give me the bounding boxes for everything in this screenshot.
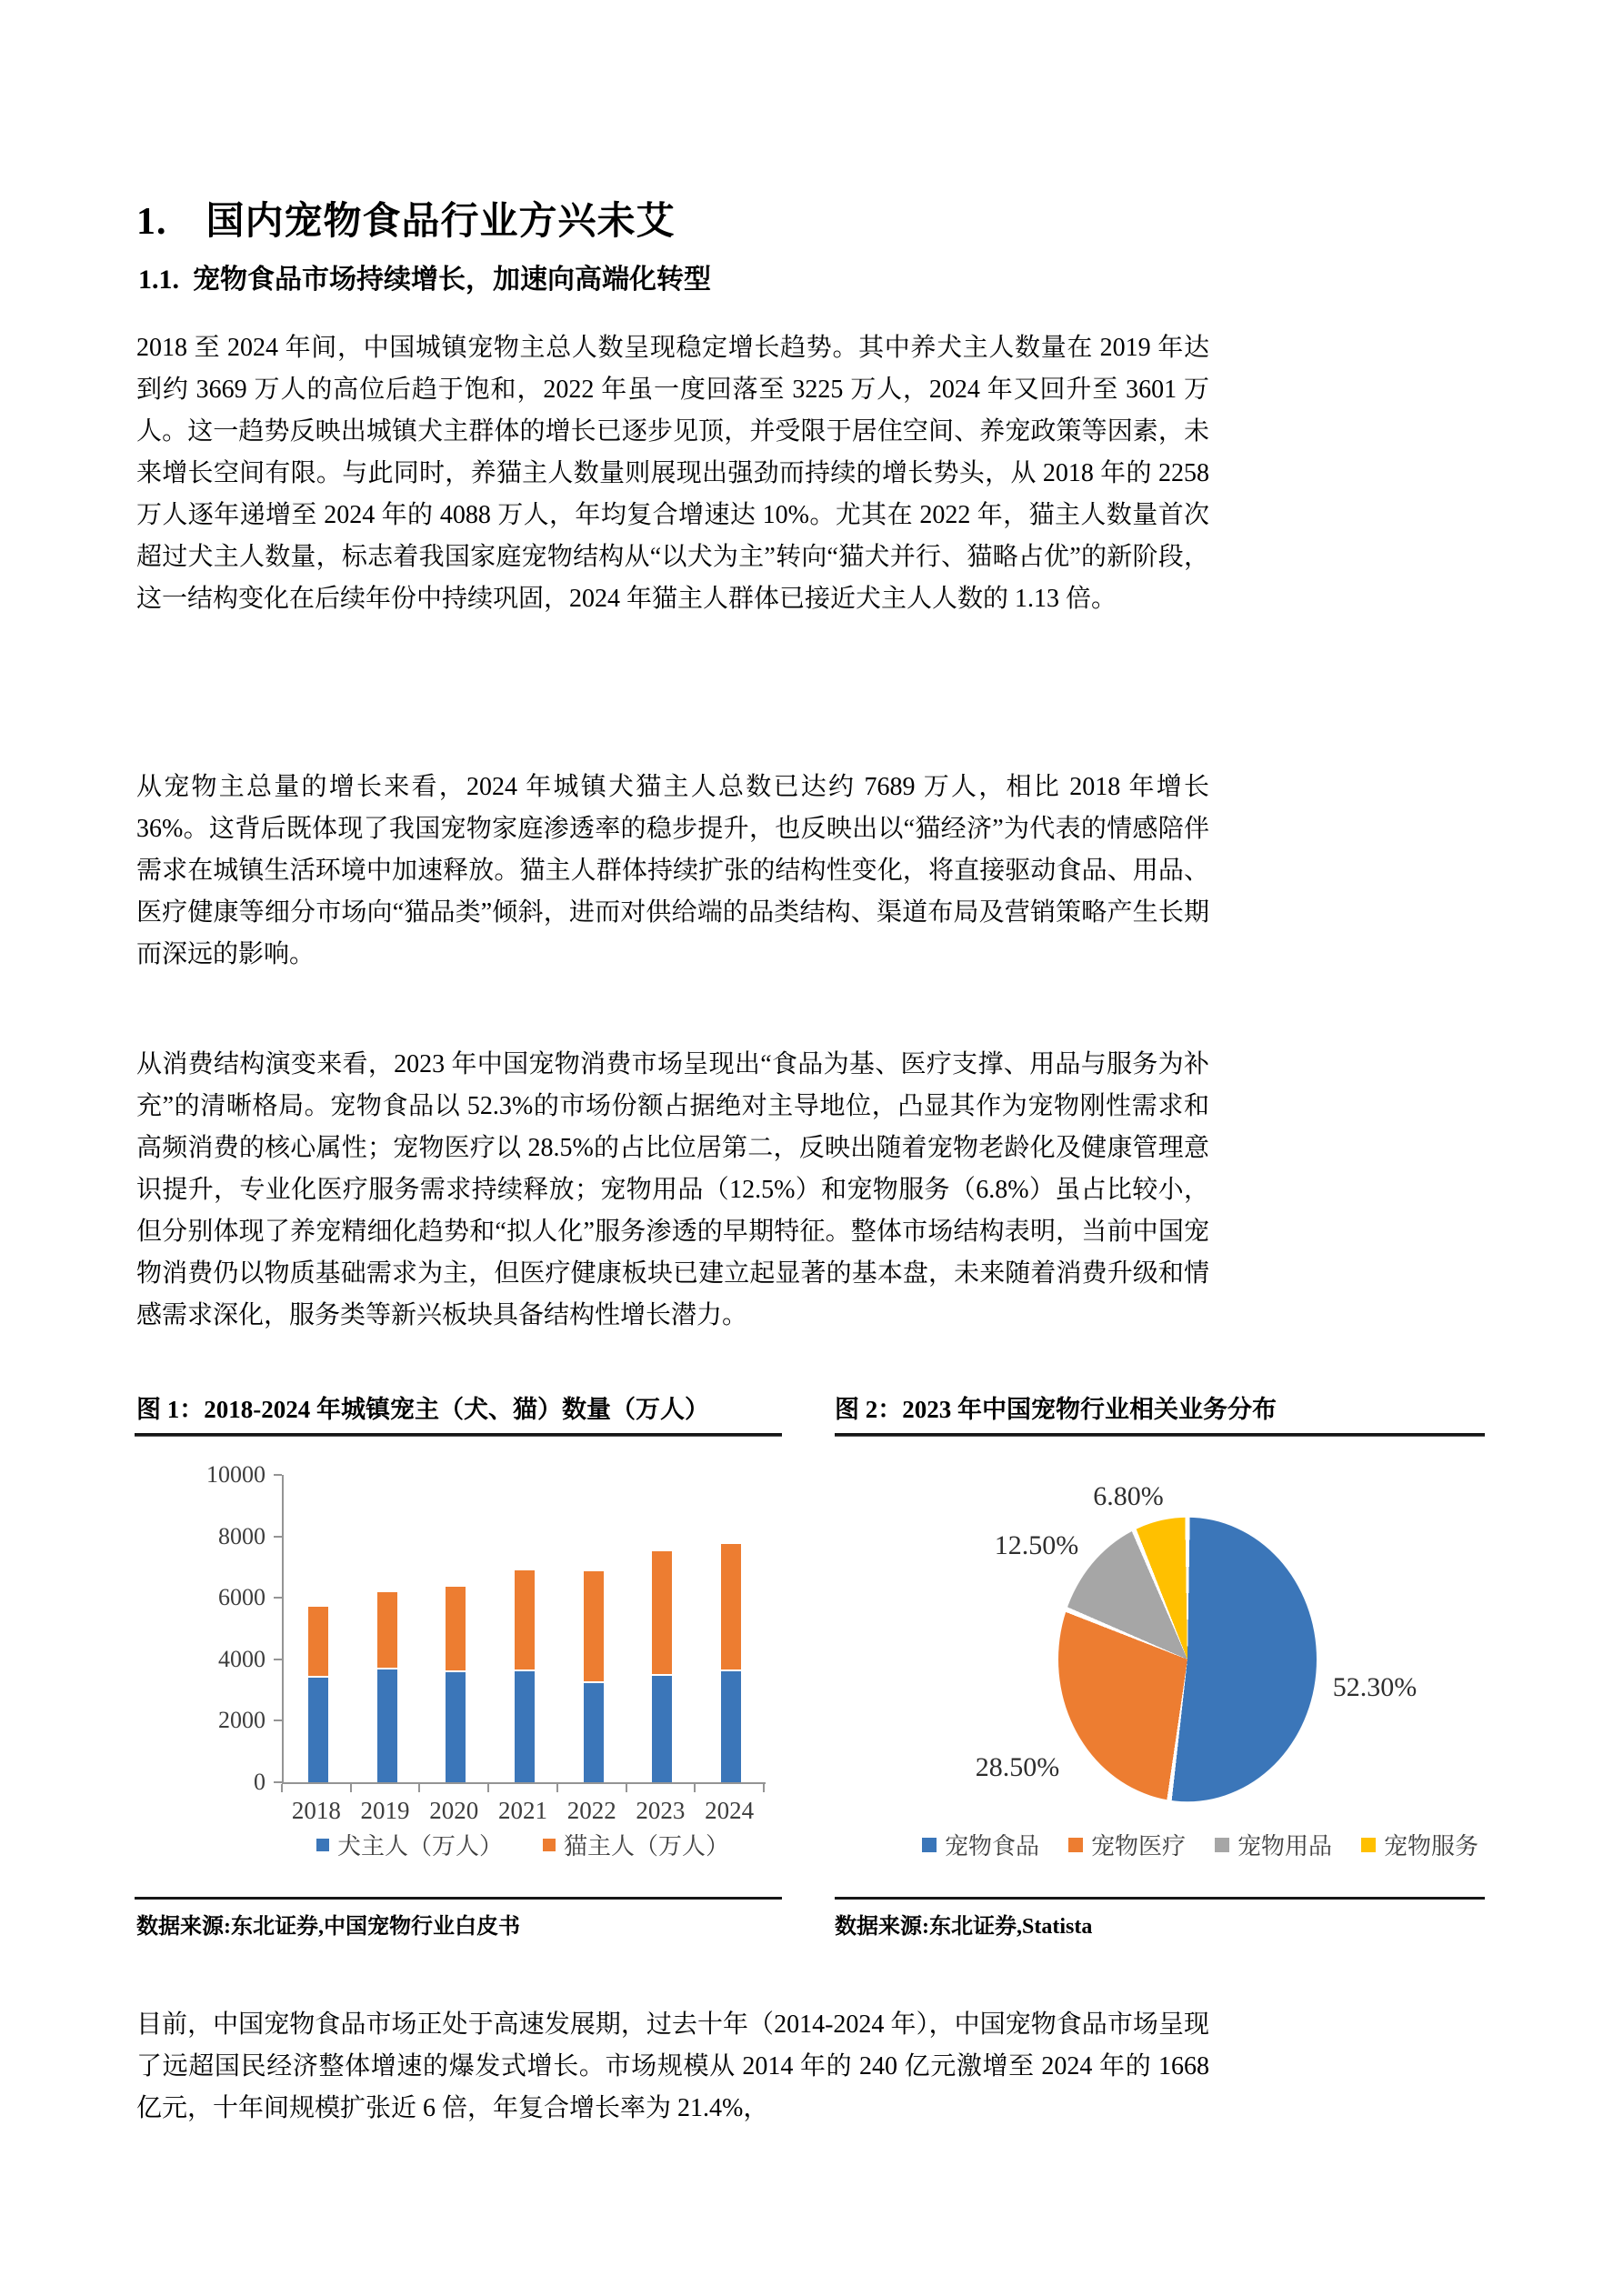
x-axis-category-label: 2022 [566, 1797, 616, 1824]
x-axis-tick-mark [694, 1784, 696, 1792]
bar-chart-plot-area [282, 1475, 766, 1784]
bar-segment-cat-owners [584, 1571, 604, 1683]
legend-swatch-icon [1361, 1838, 1376, 1852]
figure-1-source-rule [135, 1897, 782, 1900]
legend-item [1361, 1828, 1478, 1861]
x-axis-category-label: 2018 [291, 1797, 341, 1824]
y-axis-tick-mark [274, 1597, 282, 1599]
y-axis-tick-label: 0 [254, 1769, 265, 1795]
bar-segment-cat-owners [308, 1607, 328, 1678]
y-axis-tick-label: 6000 [218, 1584, 265, 1611]
subsection-title: 1.1. 宠物食品市场持续增长，加速向高端化转型 [138, 265, 711, 295]
x-axis-tick-mark [418, 1784, 420, 1792]
pie-value-label-food: 52.30% [1332, 1672, 1418, 1702]
y-axis-tick-mark [274, 1659, 282, 1660]
y-axis-tick-label: 8000 [218, 1522, 265, 1549]
figure-1-caption-rule [135, 1433, 782, 1437]
x-axis-tick-mark [281, 1784, 283, 1792]
bar-segment-cat-owners [515, 1570, 535, 1671]
x-axis-tick-mark [626, 1784, 627, 1792]
bar-chart-legend [264, 1828, 782, 1861]
figure-2-caption: 图 2：2023 年中国宠物行业相关业务分布 [835, 1396, 1277, 1423]
pie-value-label-services: 6.80% [1093, 1481, 1164, 1511]
bar-segment-dog-owners [446, 1672, 466, 1782]
y-axis-tick-label: 2000 [218, 1707, 265, 1734]
pie-chart-legend [905, 1828, 1496, 1861]
bar-segment-dog-owners [721, 1671, 741, 1782]
y-axis-tick-mark [274, 1781, 282, 1783]
x-axis-category-label: 2019 [360, 1797, 410, 1824]
figure-2-source: 数据来源:东北证券,Statista [835, 1915, 1093, 1939]
bar-segment-dog-owners [652, 1676, 672, 1782]
paragraph-3: 从消费结构演变来看，2023 年中国宠物消费市场呈现出“食品为基、医疗支撑、用品与服务为补充”的清晰格局。宠物食品以 52.3%的市场份额占据绝对主导地位，凸显其作为宠物刚性需求和高频消费的核心属性；宠物医疗以 28.5%的占比位居第二，反映出随着宠物老龄化及健康管理意识提升，专业化医疗服务需求持续释放；宠物用品（12.5%）和宠物服务（6.8%）虽占比较小，但分别体现了养宠精细化趋势和“拟人化”服务渗透的早期特征。整体市场结构表明，当前中国宠物消费仍以物质基础需求为主，但医疗健康板块已建立起显著的基本盘，未来随着消费升级和情感需求深化，服务类等新兴板块具备结构性增长潜力。 [136, 1050, 1209, 1329]
x-axis-category-label: 2023 [636, 1797, 686, 1824]
x-axis-tick-mark [556, 1784, 558, 1792]
legend-item [316, 1828, 503, 1861]
figure-1-caption: 图 1：2018-2024 年城镇宠主（犬、猫）数量（万人） [136, 1396, 709, 1423]
pie-chart [1058, 1518, 1317, 1801]
bar-segment-dog-owners [515, 1671, 535, 1782]
paragraph-2: 从宠物主总量的增长来看，2024 年城镇犬猫主人总数已达约 7689 万人，相比 2018 年增长 36%。这背后既体现了我国宠物家庭渗透率的稳步提升，也反映出以“猫经济”为代表的情感陪伴需求在城镇生活环境中加速释放。猫主人群体持续扩张的结构性变化，将直接驱动食品、用品、医疗健康等细分市场向“猫品类”倾斜，进而对供给端的品类结构、渠道布局及营销策略产生长期而深远的影响。 [136, 773, 1209, 968]
x-axis-tick-mark [487, 1784, 489, 1792]
legend-label: 犬主人（万人） [336, 1833, 503, 1860]
section-title: 1. 国内宠物食品行业方兴未艾 [136, 201, 676, 243]
y-axis-tick-mark [274, 1474, 282, 1476]
closing-paragraph: 目前，中国宠物食品市场正处于高速发展期，过去十年（2014-2024 年），中国宠物食品市场呈现了远超国民经济整体增速的爆发式增长。市场规模从 2014 年的 240 亿元激增至 2024 年的 1668 亿元，十年间规模扩张近 6 倍，年复合增长率为 21.4%， [136, 2010, 1209, 2122]
pie-value-label-supplies: 12.50% [994, 1530, 1079, 1560]
legend-label: 宠物用品 [1237, 1833, 1333, 1860]
legend-label: 宠物服务 [1384, 1833, 1479, 1860]
x-axis-tick-mark [763, 1784, 765, 1792]
figure-2-caption-rule [835, 1433, 1485, 1437]
y-axis-tick-label: 10000 [206, 1461, 265, 1488]
bar-segment-dog-owners [584, 1683, 604, 1782]
legend-label: 宠物医疗 [1090, 1833, 1186, 1860]
figure-1-source: 数据来源:东北证券,中国宠物行业白皮书 [136, 1915, 520, 1939]
figure-2-source-rule [835, 1897, 1485, 1900]
legend-swatch-icon [316, 1839, 329, 1851]
legend-swatch-icon [1215, 1838, 1229, 1852]
legend-label: 宠物食品 [944, 1833, 1039, 1860]
legend-swatch-icon [922, 1838, 937, 1852]
y-axis-tick-mark [274, 1536, 282, 1538]
bar-segment-cat-owners [721, 1544, 741, 1671]
x-axis-category-label: 2020 [429, 1797, 479, 1824]
x-axis-category-label: 2021 [497, 1797, 547, 1824]
paragraph-1: 2018 至 2024 年间，中国城镇宠物主总人数呈现稳定增长趋势。其中养犬主人数量在 2019 年达到约 3669 万人的高位后趋于饱和，2022 年虽一度回落至 3225 万人，2024 年又回升至 3601 万人。这一趋势反映出城镇犬主群体的增长已逐步见顶，并受限于居住空间、养宠政策等因素，未来增长空间有限。与此同时，养猫主人数量则展现出强劲而持续的增长势头，从 2018 年的 2258 万人逐年递增至 2024 年的 4088 万人，年均复合增速达 10%。尤其在 2022 年，猫主人数量首次超过犬主人数量，标志着我国家庭宠物结构从“以犬为主”转向“猫犬并行、猫略占优”的新阶段，这一结构变化在后续年份中持续巩固，2024 年猫主人群体已接近犬主人人数的 1.13 倍。 [136, 334, 1209, 613]
pie-value-label-medical: 28.50% [975, 1752, 1060, 1782]
x-axis-category-label: 2024 [705, 1797, 755, 1824]
bar-segment-cat-owners [652, 1551, 672, 1676]
legend-item [1215, 1828, 1332, 1861]
legend-item [922, 1828, 1039, 1861]
legend-item [543, 1828, 729, 1861]
legend-label: 猫主人（万人） [564, 1833, 730, 1860]
legend-swatch-icon [1068, 1838, 1083, 1852]
bar-segment-cat-owners [446, 1587, 466, 1671]
x-axis-tick-mark [350, 1784, 352, 1792]
bar-segment-dog-owners [377, 1669, 397, 1782]
y-axis-tick-label: 4000 [218, 1645, 265, 1672]
legend-item [1068, 1828, 1186, 1861]
y-axis-tick-mark [274, 1719, 282, 1721]
bar-segment-cat-owners [377, 1592, 397, 1669]
bar-segment-dog-owners [308, 1678, 328, 1782]
legend-swatch-icon [543, 1839, 556, 1851]
